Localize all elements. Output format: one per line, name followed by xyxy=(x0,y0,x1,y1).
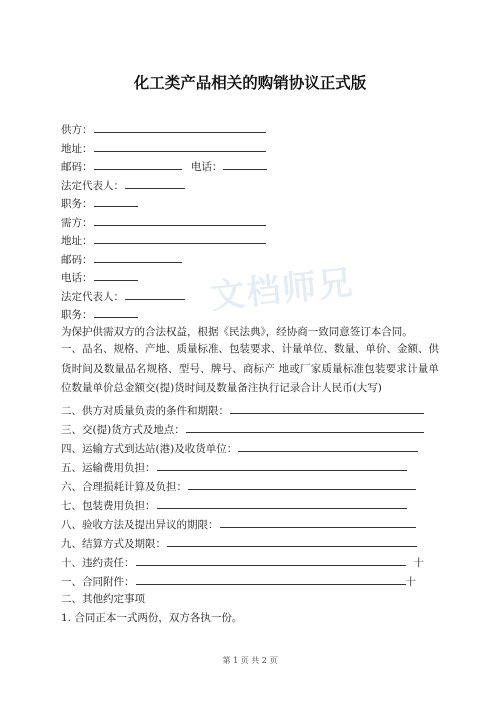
buyer-postcode-blank xyxy=(94,251,182,263)
supplier-address-blank xyxy=(94,140,266,152)
buyer-position-label: 职务： xyxy=(61,309,93,321)
supplier-legal-rep-label: 法定代表人： xyxy=(61,180,124,192)
supplier-field xyxy=(61,121,266,137)
supplier-position-blank xyxy=(94,195,138,207)
buyer-postcode-field xyxy=(61,251,182,267)
supplier-label: 供方： xyxy=(61,124,93,136)
clause-7 xyxy=(61,497,407,513)
clause-7-label: 七、包装费用负担： xyxy=(61,500,156,512)
buyer-address-field xyxy=(61,232,266,248)
clause-6-blank xyxy=(188,478,416,490)
clause-12: 二、其他约定事项 xyxy=(61,593,145,605)
buyer-phone-label: 电话： xyxy=(61,272,93,284)
clause-9-label: 九、结算方式及期限： xyxy=(61,538,166,550)
supplier-position-label: 职务： xyxy=(61,198,93,210)
clause-7-blank xyxy=(157,497,407,509)
supplier-legal-rep-field xyxy=(61,177,185,193)
supplier-postcode-blank xyxy=(94,158,182,170)
clause-10 xyxy=(61,554,424,570)
supplier-postcode-label: 邮码： xyxy=(61,161,93,173)
watermark-logo: 文档师兄 xyxy=(208,262,357,318)
clause-9 xyxy=(61,535,417,551)
item-1: 1. 合同正本一式两份，双方各执一份。 xyxy=(61,612,243,624)
clause-5-label: 五、运输费用负担： xyxy=(61,462,156,474)
buyer-legal-rep-blank xyxy=(125,288,185,300)
clause-11-label: 一、合同附件： xyxy=(61,576,135,588)
document-title: 化工类产品相关的购销协议正式版 xyxy=(133,74,367,92)
buyer-field xyxy=(61,214,266,230)
supplier-position-field xyxy=(61,195,138,211)
clause-5-blank xyxy=(157,459,407,471)
supplier-blank xyxy=(94,121,266,133)
clause-10-blank xyxy=(136,554,406,566)
clause-11 xyxy=(61,573,416,589)
clause-6 xyxy=(61,478,416,494)
clause-8 xyxy=(61,516,416,532)
clause-5 xyxy=(61,459,407,475)
clause-3 xyxy=(61,421,424,437)
clause-4-label: 四、运输方式到达站(港)及收货单位： xyxy=(61,443,238,455)
supplier-legal-rep-blank xyxy=(125,177,185,189)
clause-3-blank xyxy=(186,421,424,433)
buyer-phone-field xyxy=(61,269,138,285)
supplier-address-label: 地址： xyxy=(61,143,93,155)
buyer-legal-rep-label: 法定代表人： xyxy=(61,291,124,303)
clause-6-label: 六、合理损耗计算及负担： xyxy=(61,481,187,493)
supplier-phone-blank xyxy=(223,158,267,170)
clause-11-blank xyxy=(136,573,406,585)
buyer-address-blank xyxy=(94,232,266,244)
clause-2 xyxy=(61,402,424,418)
clause-11-tail: 十 xyxy=(405,576,416,588)
supplier-phone-label: 电话： xyxy=(190,161,223,173)
buyer-address-label: 地址： xyxy=(61,235,93,247)
clause-9-blank xyxy=(167,535,417,547)
buyer-position-field xyxy=(61,306,138,322)
clause-1: 一、品名、规格、产地、质量标准、包装要求、计量单位、数量、单价、金额、供货时间及数量品名规格、型号、牌号、商标产 地或厂家质量标准包装要求计量单位数量单价总金额交(提)货时间及数量备注执行记录合计人民币(大写) xyxy=(61,343,439,394)
clause-10-label: 十、违约责任： xyxy=(61,557,135,569)
clause-2-label: 二、供方对质量负责的条件和期限： xyxy=(61,405,229,417)
buyer-position-blank xyxy=(94,306,138,318)
clause-3-label: 三、交(提)货方式及地点： xyxy=(61,424,185,436)
clause-4 xyxy=(61,440,418,456)
clause-8-label: 八、验收方法及提出异议的期限： xyxy=(61,519,219,531)
buyer-label: 需方： xyxy=(61,217,93,229)
clause-8-blank xyxy=(220,516,416,528)
buyer-phone-blank xyxy=(94,269,138,281)
supplier-contact-field xyxy=(61,158,267,174)
clause-4-blank xyxy=(238,440,418,452)
page-footer: 第 1 页 共 2 页 xyxy=(222,656,278,665)
buyer-postcode-label: 邮码： xyxy=(61,254,93,266)
intro-paragraph: 为保护供需双方的合法权益，根据《民法典》，经协商一致同意签订本合同。 xyxy=(61,326,413,338)
clause-10-tail: 十 xyxy=(413,557,424,569)
supplier-address-field xyxy=(61,140,266,156)
buyer-legal-rep-field xyxy=(61,288,185,304)
clause-2-blank xyxy=(230,402,424,414)
buyer-blank xyxy=(94,214,266,226)
